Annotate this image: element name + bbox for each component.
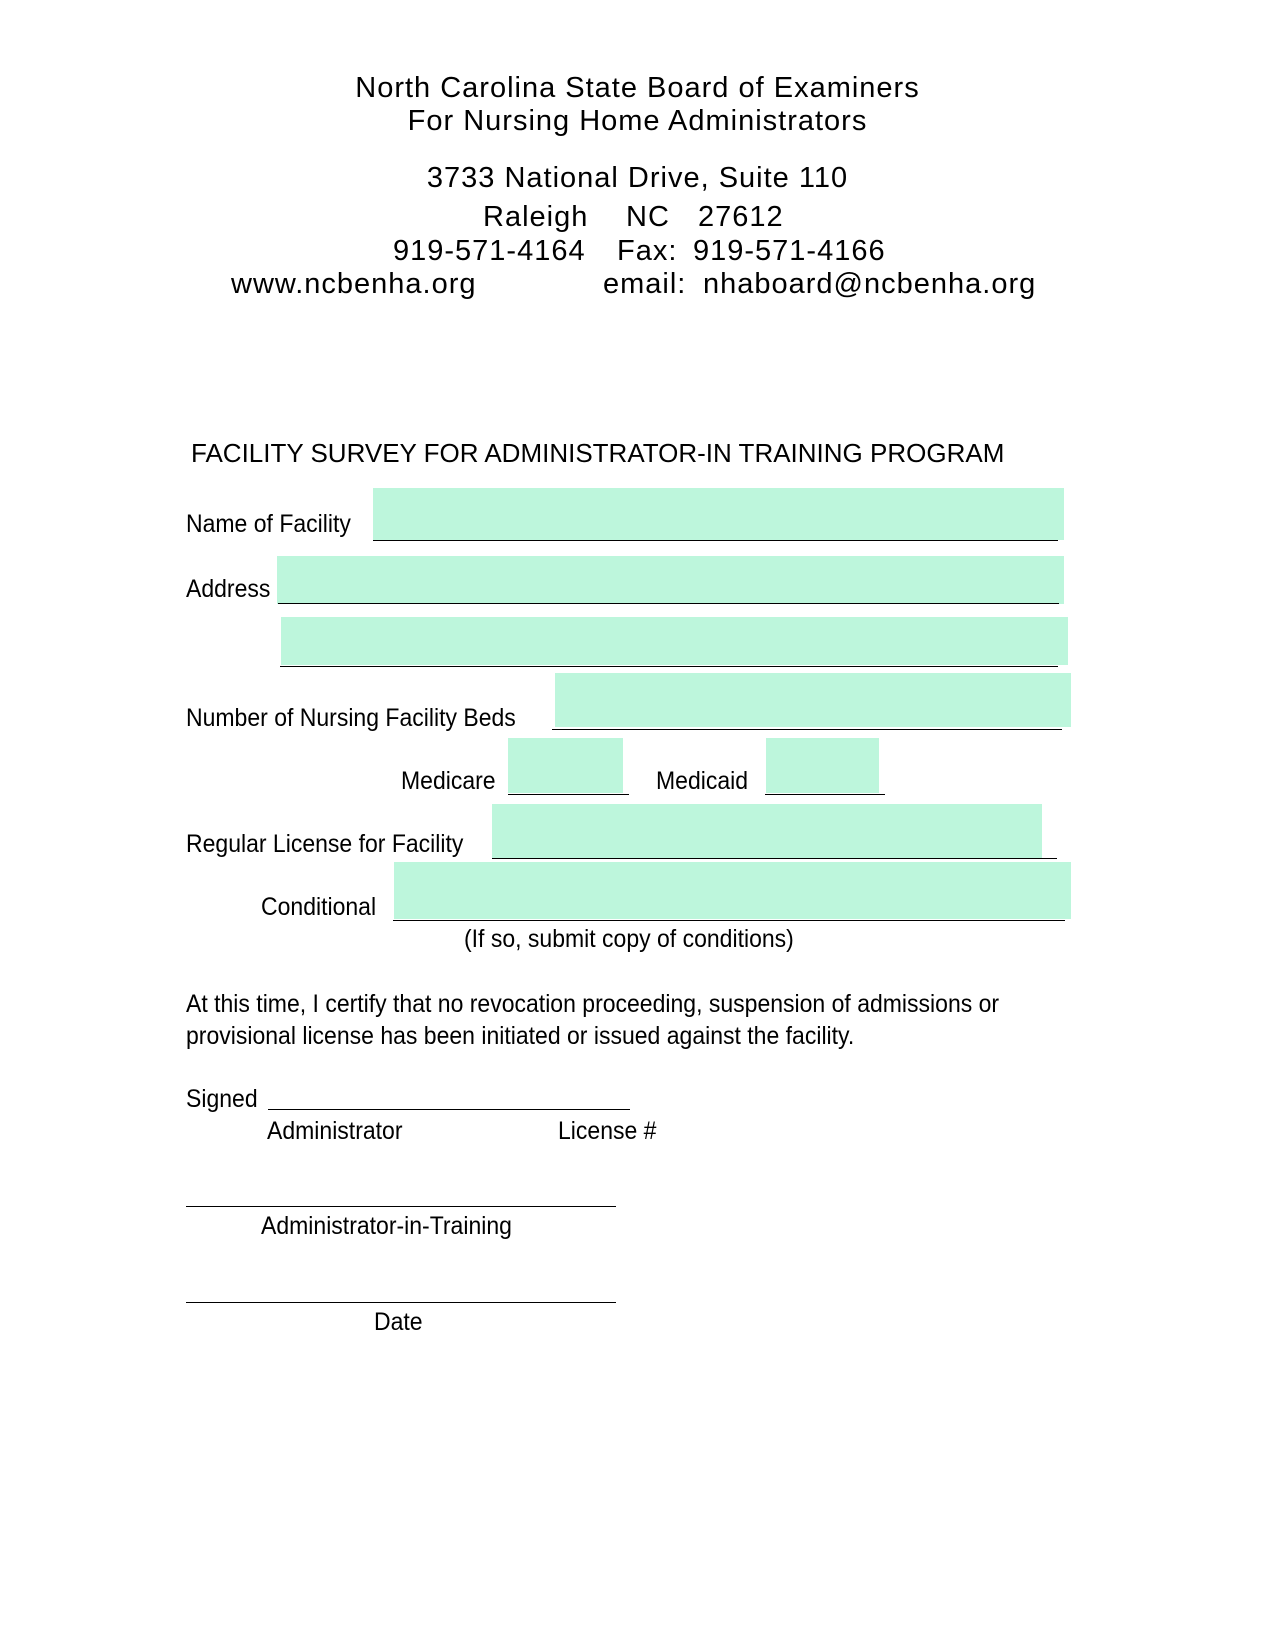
email-address: nhaboard@ncbenha.org <box>703 268 1037 300</box>
ait-label: Administrator-in-Training <box>261 1212 512 1240</box>
website: www.ncbenha.org <box>231 268 477 300</box>
signature-line[interactable] <box>268 1109 630 1110</box>
certify-line1: At this time, I certify that no revocation proceeding, suspension of admissions or <box>186 990 1000 1018</box>
fax-number: 919-571-4166 <box>693 235 886 267</box>
signed-label: Signed <box>186 1085 258 1113</box>
medicare-underline <box>508 794 629 795</box>
regular-license-underline <box>492 858 1057 859</box>
address-label: Address <box>186 575 271 603</box>
address-line2-field[interactable] <box>281 617 1068 665</box>
conditional-note: (If so, submit copy of conditions) <box>464 925 794 953</box>
name-of-facility-field[interactable] <box>373 488 1064 540</box>
conditional-underline <box>393 920 1065 921</box>
name-of-facility-label: Name of Facility <box>186 510 351 538</box>
fax-label: Fax: <box>617 235 678 267</box>
medicaid-underline <box>765 794 885 795</box>
date-label: Date <box>374 1308 423 1336</box>
date-line[interactable] <box>186 1302 616 1303</box>
beds-label: Number of Nursing Facility Beds <box>186 704 516 732</box>
street-address: 3733 National Drive, Suite 110 <box>426 162 849 194</box>
certify-line2: provisional license has been initiated or issued against the facility. <box>186 1022 855 1050</box>
license-number-label: License # <box>558 1117 657 1145</box>
state: NC <box>626 201 670 233</box>
form-title: FACILITY SURVEY FOR ADMINISTRATOR-IN TRAINING PROGRAM <box>191 438 1005 468</box>
address-line2-underline <box>280 666 1058 667</box>
zip-code: 27612 <box>698 201 784 233</box>
phone-number: 919-571-4164 <box>393 235 586 267</box>
regular-license-field[interactable] <box>492 804 1042 858</box>
medicare-field[interactable] <box>508 738 623 793</box>
org-name-line1: North Carolina State Board of Examiners <box>355 72 920 104</box>
conditional-field[interactable] <box>394 862 1071 919</box>
email-label: email: <box>603 268 687 300</box>
medicaid-label: Medicaid <box>656 767 749 795</box>
city: Raleigh <box>483 201 589 233</box>
ait-signature-line[interactable] <box>186 1206 616 1207</box>
regular-license-label: Regular License for Facility <box>186 830 464 858</box>
name-of-facility-underline <box>373 540 1058 541</box>
administrator-label: Administrator <box>267 1117 403 1145</box>
address-line1-field[interactable] <box>277 556 1064 604</box>
address-line1-underline <box>278 603 1059 604</box>
conditional-label: Conditional <box>261 893 377 921</box>
medicare-label: Medicare <box>401 767 496 795</box>
medicaid-field[interactable] <box>766 738 879 793</box>
org-name-line2: For Nursing Home Administrators <box>407 105 868 137</box>
beds-underline <box>552 729 1062 730</box>
beds-field[interactable] <box>555 673 1071 727</box>
